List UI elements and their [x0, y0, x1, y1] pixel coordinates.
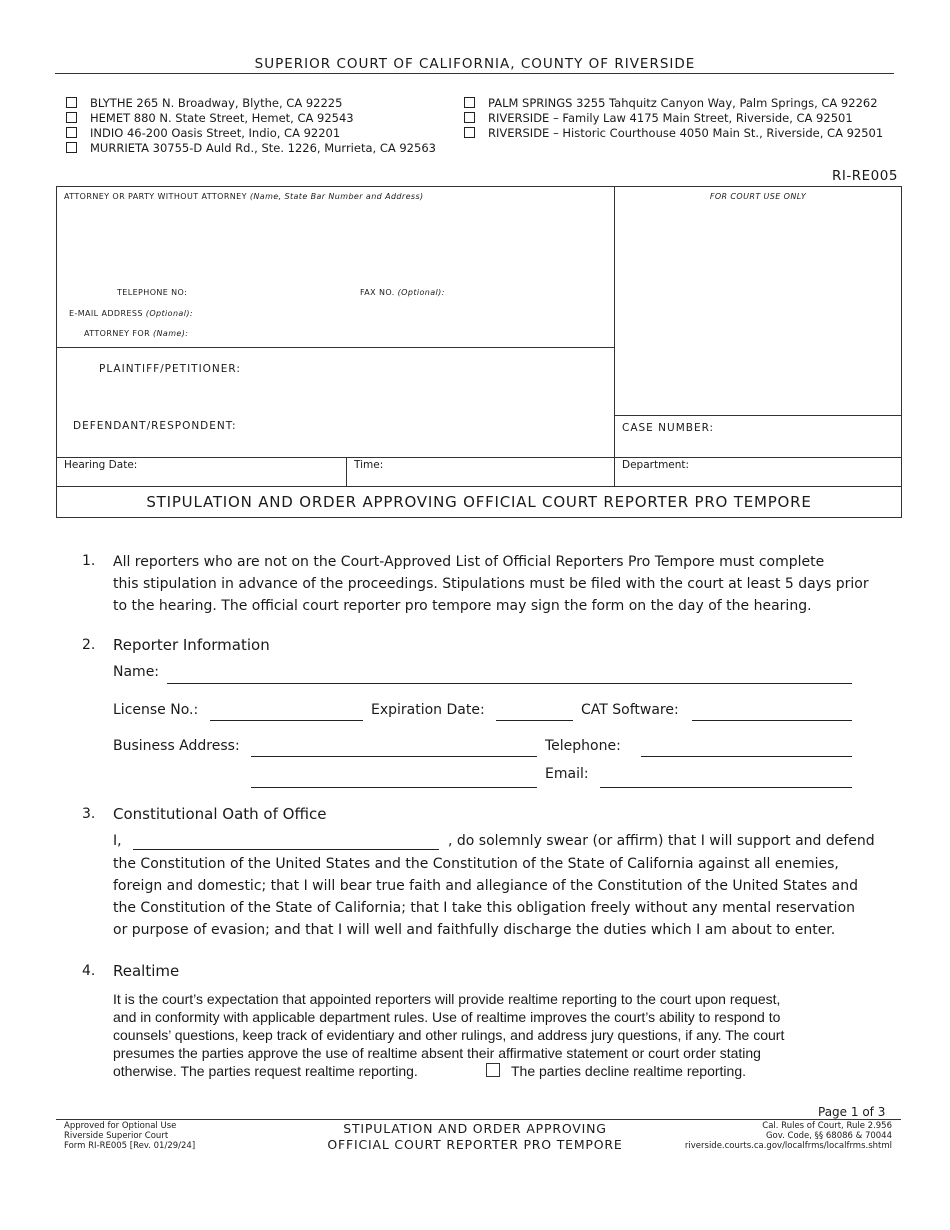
- checkbox[interactable]: [464, 112, 475, 123]
- business-address-label: Business Address:: [113, 738, 240, 754]
- location-label: MURRIETA 30755-D Auld Rd., Ste. 1226, Murrieta, CA 92563: [90, 140, 436, 155]
- checkbox[interactable]: [66, 97, 77, 108]
- cat-software-field[interactable]: [692, 720, 852, 721]
- time-box[interactable]: [346, 457, 615, 487]
- location-option-riverside-historic[interactable]: [464, 125, 883, 140]
- form-number: RI-RE005: [832, 168, 898, 184]
- oath-prefix: I,: [113, 833, 122, 849]
- defendant-label: DEFENDANT/RESPONDENT:: [73, 420, 237, 432]
- business-address-field-2[interactable]: [251, 787, 537, 788]
- checkbox[interactable]: [66, 127, 77, 138]
- telephone-label: Telephone:: [545, 738, 621, 754]
- attorney-label: ATTORNEY OR PARTY WITHOUT ATTORNEY (Name, State Bar Number and Address): [64, 192, 424, 201]
- section-2-title: Reporter Information: [113, 636, 270, 654]
- fax-label: FAX NO. (Optional):: [360, 288, 445, 297]
- decline-realtime-checkbox[interactable]: [486, 1063, 500, 1077]
- oath-first-line: , do solemnly swear (or affirm) that I will support and defend: [448, 833, 875, 849]
- header-divider: [55, 73, 894, 74]
- location-label: INDIO 46-200 Oasis Street, Indio, CA 92201: [90, 125, 341, 140]
- checkbox[interactable]: [464, 127, 475, 138]
- plaintiff-label: PLAINTIFF/PETITIONER:: [99, 363, 241, 375]
- location-option-hemet[interactable]: [66, 110, 354, 125]
- email-field[interactable]: [600, 787, 852, 788]
- hearing-date-label: Hearing Date:: [64, 459, 138, 471]
- footer-left: Approved for Optional Use Riverside Superior Court Form RI-RE005 [Rev. 01/29/24]: [64, 1121, 196, 1151]
- page-number: Page 1 of 3: [818, 1105, 886, 1119]
- location-option-blythe[interactable]: [66, 95, 342, 110]
- location-label: RIVERSIDE – Family Law 4175 Main Street, Riverside, CA 92501: [488, 110, 853, 125]
- time-label: Time:: [354, 459, 384, 471]
- footer-title: STIPULATION AND ORDER APPROVING OFFICIAL COURT REPORTER PRO TEMPORE: [327, 1121, 623, 1152]
- attorney-for-label: ATTORNEY FOR (Name):: [84, 329, 189, 338]
- cat-software-label: CAT Software:: [581, 702, 679, 718]
- footer-divider: [56, 1119, 901, 1120]
- location-option-murrieta[interactable]: [66, 140, 436, 155]
- section-1-number: 1.: [82, 553, 96, 569]
- checkbox[interactable]: [66, 142, 77, 153]
- case-number-label: CASE NUMBER:: [622, 422, 715, 434]
- location-label: HEMET 880 N. State Street, Hemet, CA 92543: [90, 110, 354, 125]
- license-field[interactable]: [210, 720, 363, 721]
- location-label: PALM SPRINGS 3255 Tahquitz Canyon Way, Palm Springs, CA 92262: [488, 95, 878, 110]
- realtime-text: It is the court’s expectation that appointed reporters will provide realtime reporting to the court upon request, and in conformity with applicable department rules. Use of realtime improves the court’s ability to respond to counsels’ questions, keep track of evidentiary and other rulings, and address jury questions, if any. The court presumes the parties approve the use of realtime absent their affirmative statement or court order stating otherwise. The parties request realtime reporting.: [113, 991, 785, 1079]
- email-label: E-MAIL ADDRESS (Optional):: [69, 309, 193, 318]
- telephone-field[interactable]: [641, 756, 852, 757]
- section-3-number: 3.: [82, 806, 96, 822]
- decline-realtime-label: The parties decline realtime reporting.: [511, 1063, 747, 1079]
- oath-text: the Constitution of the United States and the Constitution of the State of California against all enemies, foreign and domestic; that I will bear true faith and allegiance of the Constitution of the United States and the Constitution of the State of California; that I take this obligation freely without any mental reservation or purpose of evasion; and that I will well and faithfully discharge the duties which I am about to enter.: [113, 856, 858, 938]
- email-label: Email:: [545, 766, 589, 782]
- section-4-title: Realtime: [113, 962, 180, 980]
- court-use-label: FOR COURT USE ONLY: [709, 192, 807, 201]
- reporter-name-label: Name:: [113, 664, 160, 680]
- oath-name-field[interactable]: [133, 849, 439, 850]
- expiration-label: Expiration Date:: [371, 702, 485, 718]
- footer-right: Cal. Rules of Court, Rule 2.956 Gov. Code, §§ 68086 & 70044 riverside.courts.ca.gov/localfrms/localfrms.shtml: [684, 1121, 892, 1151]
- reporter-name-field[interactable]: [167, 683, 852, 684]
- location-option-indio[interactable]: [66, 125, 340, 140]
- form-title: STIPULATION AND ORDER APPROVING OFFICIAL COURT REPORTER PRO TEMPORE: [146, 493, 812, 511]
- license-label: License No.:: [113, 702, 199, 718]
- court-use-box: [614, 186, 902, 416]
- location-option-palm-springs[interactable]: [464, 95, 878, 110]
- location-label: RIVERSIDE – Historic Courthouse 4050 Main St., Riverside, CA 92501: [488, 125, 884, 140]
- section-4-number: 4.: [82, 963, 96, 979]
- attorney-box[interactable]: [56, 186, 615, 348]
- checkbox[interactable]: [464, 97, 475, 108]
- location-label: BLYTHE 265 N. Broadway, Blythe, CA 92225: [90, 95, 343, 110]
- telephone-label: TELEPHONE NO:: [117, 288, 188, 297]
- expiration-field[interactable]: [496, 720, 573, 721]
- court-title: SUPERIOR COURT OF CALIFORNIA, COUNTY OF RIVERSIDE: [254, 56, 696, 72]
- business-address-field[interactable]: [251, 756, 537, 757]
- department-label: Department:: [622, 459, 690, 471]
- location-option-riverside-family-law[interactable]: [464, 110, 853, 125]
- checkbox[interactable]: [66, 112, 77, 123]
- section-1-text: All reporters who are not on the Court-Approved List of Official Reporters Pro Tempore must complete this stipulation in advance of the proceedings. Stipulations must be filed with the court at least 5 days prior to the hearing. The official court reporter pro tempore may sign the form on the day of the hearing.: [113, 554, 869, 614]
- section-3-title: Constitutional Oath of Office: [113, 805, 327, 823]
- section-2-number: 2.: [82, 637, 96, 653]
